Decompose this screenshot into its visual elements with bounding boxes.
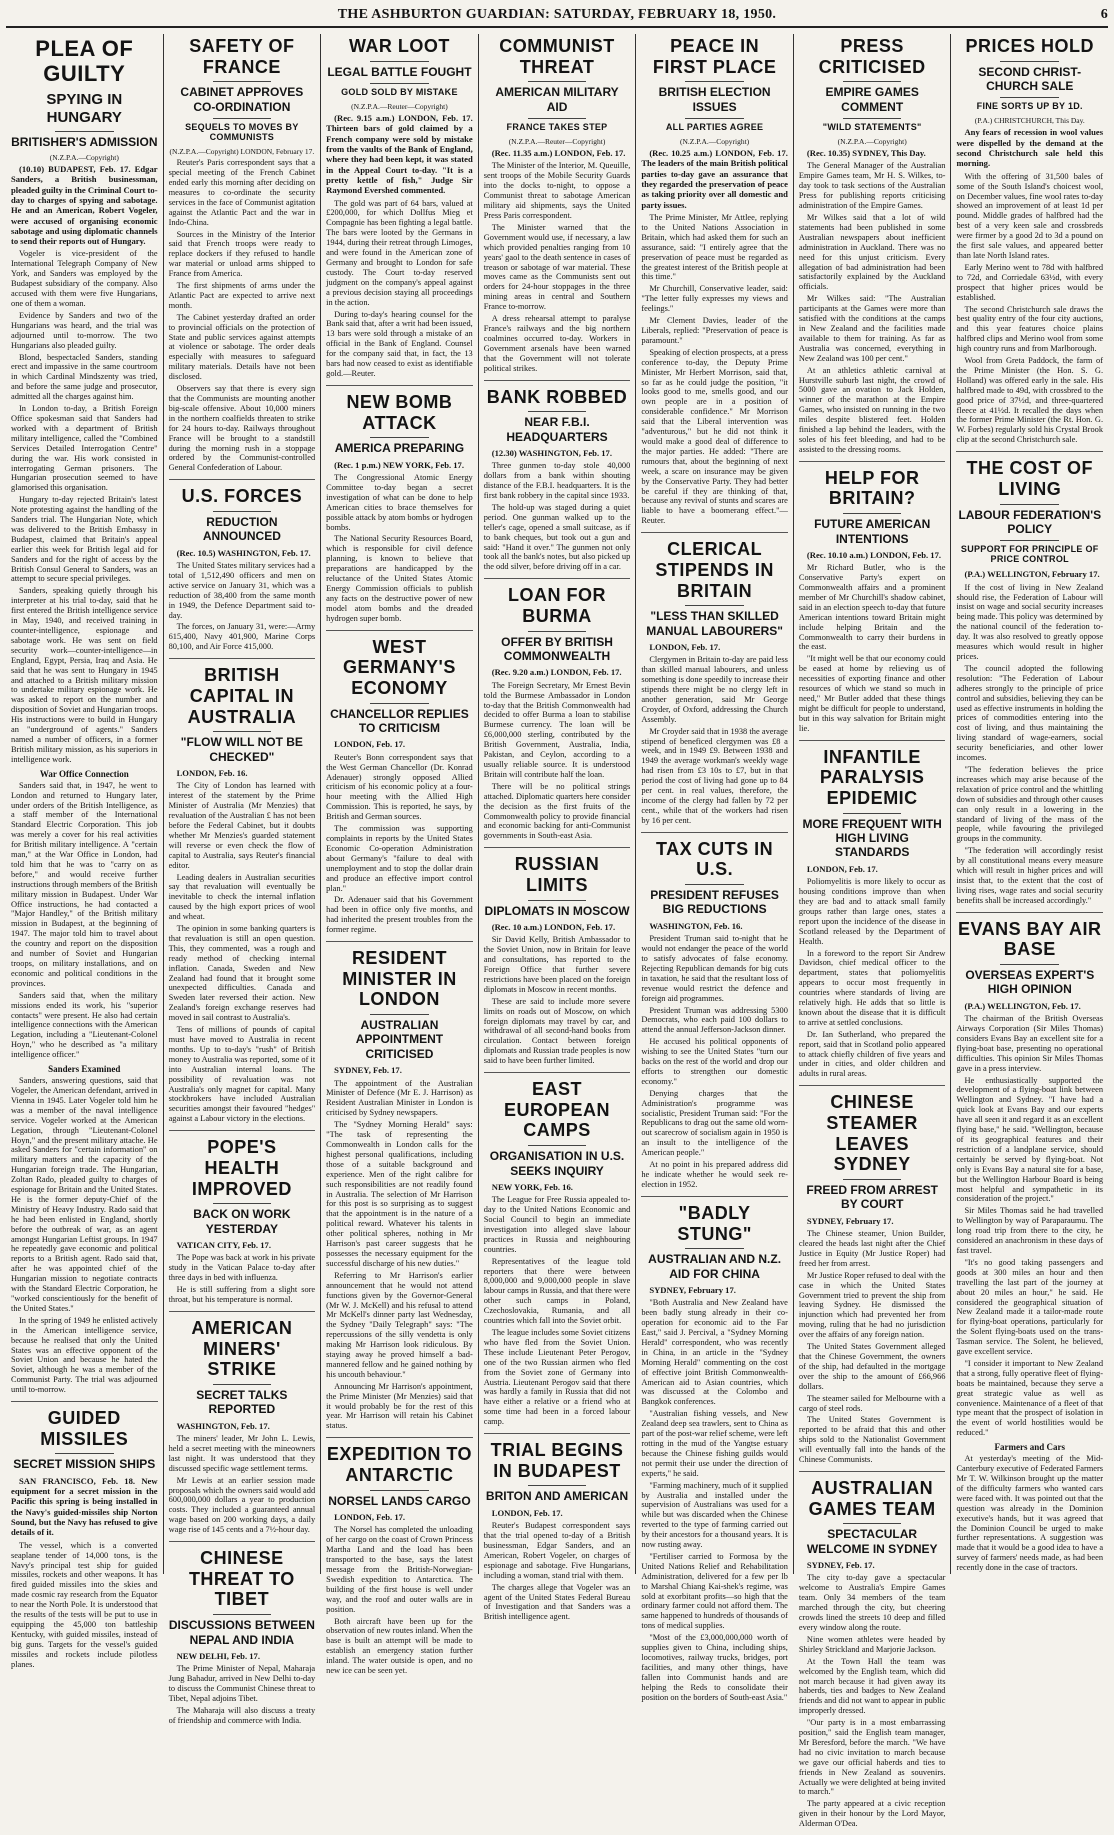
deck: CHANCELLOR REPLIES TO CRITICISM [330,706,469,736]
body-paragraph: The forces, on January 31, were:—Army 615,400, Navy 401,900, Marine Corps 80,100, and Air Force 415,000. [168,622,316,652]
lead-paragraph: SAN FRANCISCO, Feb. 18. New equipment for a secret mission in the Pacific this spring is being installed in the Navy's guided-missiles ship Norton Sound, but the Navy has refused to give details of it. [11,1475,158,1538]
masthead-title: THE ASHBURTON GUARDIAN: SATURDAY, FEBRUARY 18, 1950. [337,7,777,22]
body-paragraph: Sanders said that, in 1947, he went to London and returned to Hungary later, under orders of the British Intelligence, as a staff member of the International Standard Electric Corporation. This job was merely a cover for his real activities for British military intelligence. A "certain man," at the War Office in London, had told him that he was to "carry on as before," and would receive further instructions through members of the British military mission in Budapest. Under War Office instructions, he had contacted a "Major Handley," of the British military mission in Budapest, at the beginning of 1947. The major told him to travel about the country and report on the disposition and number of Soviet and Hungarian troops, on military installations, and on economic and political conditions in the provinces. [11,780,158,988]
article [326,1444,473,1682]
deck: BRITISHER'S ADMISSION [11,134,158,149]
headline: CLERICAL STIPENDS IN BRITAIN [655,539,774,601]
body-paragraph: Mr Justice Roper refused to deal with the case in which the United States Government tried to prevent the ship from leaving Sydney. He dismissed the injunction which had prevented her from moving, ruling that he had no jurisdiction over the affairs of any foreign nation. [798,1270,946,1340]
divider [1000,504,1059,505]
body-paragraph: The Minister of the Interior, M. Queuille, sent troops of the Mobile Security Guards into the docks to-night, to oppose a Communist threat to sabotage American military aid shipments, says the United Press Paris correspondent. [483,161,631,220]
lead-paragraph: LONDON, Feb. 17. [491,1507,563,1518]
body-paragraph: Blond, bespectacled Sanders, standing erect and impassive in the same courtroom in which Cardinal Mindszenty was tried, and before the same judge and prosecutor, admitted all the charges against him. [11,352,158,402]
headline: PEACE IN FIRST PLACE [652,36,777,77]
body-paragraph: President Truman said to-night that he would not endanger the peace of the world to satisfy advocates of false economy. Rejecting Republican demands for big cuts in taxation, he said that the resultant loss of revenue would restrict the defence and foreign aid programmes. [641,934,788,1003]
headline: PRICES HOLD [965,36,1095,56]
headline: WAR LOOT [348,36,450,56]
body-paragraph: The Pope was back at work in his private study in the Vatican Palace to-day after three days in bed with influenza. [168,1253,316,1283]
body-paragraph: Reuter's Paris correspondent says that a special meeting of the French Cabinet ended early this morning after deciding on measures to co-ordinate the security services in the face of Communist agitation against the Atlantic Pact and the war in Indo-China. [168,158,316,227]
deck: REDUCTION ANNOUNCED [202,514,281,544]
deck: "FLOW WILL NOT BE CHECKED" [180,735,303,764]
article [169,1548,316,1732]
body-paragraph: The Cabinet yesterday drafted an order to provincial officials on the protection of State and public services against attempts at violence or sabotage. The order deals especially with measures to safeguard military materials. Details have not been disclosed. [168,312,316,382]
headline: COMMUNIST THREAT [499,36,615,77]
divider [843,1523,902,1524]
headline: AUSTRALIAN GAMES TEAM [808,1477,936,1519]
body-paragraph: At yesterday's meeting of the Mid-Canterbury executive of Federated Farmers Mr T. W. Wilkinson brought up the matter of the difficulty farmers who wanted cars were faced with. It was pointed out that the question was already in the Dominion executive's hands, but it was agreed that the Dominion Council be urged to make further representations. A suggestion was made that it would be a good idea to have a survey of farmers' needs made, as had been recently done in the case of tractors. [956,1454,1104,1573]
body-paragraph: The Congressional Atomic Energy Committee to-day began a secret investigation of what can be done to help American cities to brace themselves for possible attack by atom bombs or hydrogen bombs. [326,472,473,532]
body-paragraph: Mr Wilkes said that a lot of wild statements had been published in some Australian newspapers about inefficient administration in Auckland. There was no need for this unjust criticism. Every allegation of bad administration had been satisfactorily explained by the Auckland officials. [798,213,946,292]
divider [685,884,744,885]
headline: EXPEDITION TO ANTARCTIC [326,1444,473,1485]
article [956,919,1103,1579]
headline: BANK ROBBED [486,386,628,407]
article [641,1203,788,1709]
divider [1000,964,1059,965]
body-paragraph: "Fertiliser carried to Formosa by the United Nations Relief and Rehabilitation Administration, delivered for a few per lb to Marshal Chiang Kai-shek's regime, was sold at exorbitant profits—so high that the ordinary farmer could not afford them. The same happened to hundreds of thousands of tons of medical supplies. [641,1551,788,1631]
dateline-credit: (N.Z.P.A.—Copyright) [837,137,907,147]
deck-secondary: SEQUELS TO MOVES BY COMMUNISTS [185,122,299,143]
body-paragraph: The Minister warned that the Government would use, if necessary, a law which provided penalties ranging from 10 years' gaol to the death sentence in cases of treason or sabotage of war material. These moves came as the Communists sent out orders for 24-hour stoppages in the three mining areas in central and Southern France to-morrow. [483,222,631,312]
headline: TAX CUTS IN U.S. [656,838,774,880]
body-paragraph: The General Manager of the Australian Empire Games team, Mr H. S. Wilkes, to-day took to task sections of the Australian Press for publishing reports criticising administration of the Empire Games. [798,161,946,211]
section-subhead: War Office Connection [39,768,129,779]
lead-paragraph: NEW YORK, Feb. 16. [491,1181,573,1192]
article [956,36,1103,452]
body-paragraph: The Prime Minister of Nepal, Maharaja Jung Bahadur, arrived in New Delhi to-day to discuss the Communist Chinese threat to Tibet, Nepal adjoins Tibet. [168,1664,316,1703]
body-paragraph: He accused his political opponents of wishing to see the United States "turn our backs on the rest of the world and drop our efforts to strengthen our domestic economy." [641,1037,788,1086]
deck: AMERICAN MILITARY AID [495,85,619,114]
deck: BRITISH ELECTION ISSUES [658,85,771,114]
headline: GUIDED MISSILES [40,1408,129,1449]
body-paragraph: Representatives of the league told reporters that there were between 8,000,000 and 9,000,000 people in slave labour camps in Russia, and that there were other such camps in Poland, Czechoslovakia, Rumania, and all countries which fall into the Soviet orbit. [483,1256,631,1326]
body-paragraph: Announcing Mr Harrison's appointment, the Prime Minister (Mr Menzies) said that it would probably be for the rest of this year. Mr Harrison will retain his Cabinet status. [326,1381,473,1431]
lead-paragraph: (Rec. 10.10 a.m.) LONDON, Feb. 17. [806,549,942,560]
body-paragraph: The appointment of the Australian Minister of Defence (Mr E. J. Harrison) as Resident Australian Minister in London is criticised by Sydney newspapers. [326,1078,473,1118]
body-paragraph: Leading dealers in Australian securities say that revaluation will eventually be inevitable to check the internal inflation caused by the high export prices of wool and wheat. [168,872,316,922]
divider [685,605,744,606]
body-paragraph: Reuter's Budapest correspondent says that the trial opened to-day of a British businessman, Edgar Sanders, and an American, Robert Vogeler, on charges of espionage and sabotage. Five Hungarians, including a woman, stand trial with them. [483,1521,631,1580]
dateline-credit: (N.Z.P.A.—Copyright) [680,137,750,147]
body-paragraph: Poliomyelitis is more likely to occur as housing conditions improve than when they are bad and to attack small family groups rather than large ones, states a report upon the incidence of the disease in Scotland released by the Department of Health. [798,877,946,946]
page-number: 6 [1100,7,1108,22]
lead-paragraph: LONDON, Feb. 17. [806,863,878,874]
lead-paragraph: (P.A.) WELLINGTON, February 17. [964,569,1100,580]
deck: LEGAL BATTLE FOUGHT [327,64,472,79]
body-paragraph: Speaking of election prospects, at a press conference to-day, the Deputy Prime Minister, Mr Herbert Morrison, said that, so far as he could judge the position, "it looks good to me, smells good, and our own people are in a position of considerable confidence." Mr Morrison said that the Liberal intervention was "adventurous," but he did not think it would make a good deal of difference to the major parties. He added: "There are rumours that, about the beginning of next week, a scare on insurance may be given by the Conservative Party. They had better be careful if they are thinking of that, because any revival of stunts and scares are liable to have a boomerang effect."—Reuter. [641,347,788,526]
body-paragraph: Vogeler is vice-president of the International Telegraph Company of New York, and Sanders was employed by the Budapest subsidiary of the company. Also accused with them were five Hungarians, one of them a woman. [11,249,158,309]
lead-paragraph: SYDNEY, February 17. [806,1215,894,1226]
body-paragraph: The United States military services had a total of 1,512,490 officers and men on active service on January 31, which was a reduction of 38,400 from the same month in 1949, the Defence Department said to-day. [168,561,316,620]
lead-paragraph: (Rec. 9.15 a.m.) LONDON, Feb. 17. Thirteen bars of gold claimed by a French company were sold by mistake from the vaults of the Bank of England, where they had been kept, it was stated in the Appeal Court to-day. "It is a pretty kettle of fish," Judge Sir Raymond Evershed commented. [326,113,473,196]
column-2 [164,34,322,1725]
deck: OVERSEAS EXPERT'S HIGH OPINION [965,968,1095,997]
divider [370,1014,429,1015]
body-paragraph: If the cost of living in New Zealand should rise, the Federation of Labour will insist on wage and social security increases being made. This policy was determined by the national council of the federation to-day. It was also resolved to greatly oppose measures which would result in higher prices. [956,582,1104,661]
body-paragraph: Mr Lewis at an earlier session made proposals which the owners said would add 600,000,000 dollars a year to production costs. They included a guaranteed annual wage based on 200 working days, a daily wage rise of 145 cents and a 7½-hour day. [168,1475,316,1535]
divider [685,1248,744,1249]
headline: CHINESE THREAT TO TIBET [188,1548,295,1610]
lead-paragraph: VATICAN CITY, Feb. 17. [176,1240,271,1250]
body-paragraph: The Prime Minister, Mr Attlee, replying to the United Nations Association in Britain, which had asked them for such an assurance, said: "I entirely agree that the preservation of peace must be regarded as the greatest interest of the British people at this time." [641,213,788,282]
body-paragraph: A dress rehearsal attempt to paralyse France's railways and the big northern coalmines occurred to-day. Workers in Government arsenals have been warned that the Government will not tolerate political strikes. [483,314,631,373]
article [484,1079,631,1434]
divider [1000,540,1059,541]
body-paragraph: The chairman of the British Overseas Airways Corporation (Sir Miles Thomas) considers Evans Bay an excellent site for a flying-boat base, presenting no operational difficulties. This opinion Sir Miles Thomas gave in a press interview. [956,1014,1104,1073]
deck: NORSEL LANDS CARGO [328,1493,471,1508]
deck: CABINET APPROVES CO-ORDINATION [180,85,304,114]
body-paragraph: Dr. Adenauer said that his Government had been in office only five months, and had inherited the present troubles from the former regime. [326,895,473,935]
headline: POPE'S HEALTH IMPROVED [191,1137,292,1199]
article [326,637,473,942]
headline: INFANTILE PARALYSIS EPIDEMIC [819,746,925,808]
lead-paragraph: (P.A.) WELLINGTON, Feb. 17. [964,1000,1081,1011]
body-paragraph: Nine women athletes were headed by Shirley Strickland and Marjorie Jackson. [798,1634,946,1654]
body-paragraph: Early Merino went to 78d with halfbred to 72d, and Corriedale 63½d, with every prospect that higher prices would be established. [956,262,1104,302]
body-paragraph: Both aircraft have been up for the observation of new routes inland. When the base is built an attempt will be made to establish an emergency station further inland. The water outside is open, and no new ice can be seen yet. [326,1616,473,1676]
body-paragraph: "The federation believes the price increases which may arise because of the relaxation of price control and the whittling down of subsidies and through other causes can only result in a lowering in the standard of living of the mass of the people, while favouring the privileged groups in the community. [956,764,1104,844]
body-paragraph: Hungary to-day rejected Britain's latest Note protesting against the handling of the Sanders trial. The Hungarian Note, which was delivered to the British Embassy in Budapest, claimed that Britain's appeal earlier this week for British legal aid for Sanders and for the right of access by the British Consul General to Sanders, was an attempt to secure special privileges. [11,495,158,584]
headline: EAST EUROPEAN CAMPS [504,1079,611,1141]
body-paragraph: In London to-day, a British Foreign Office spokesman said that Sanders had worked with a department of British military intelligence, called the "Combined Services Detailed Interrogation Centre" during the war. His work consisted in interrogating German prisoners. The Hungarian prosecution seemed to have glamorised this organisation. [11,404,158,493]
lead-paragraph: (Rec. 9.20 a.m.) LONDON, Feb. 17. [491,667,622,678]
body-paragraph: Clergymen in Britain to-day are paid less than skilled manual labourers, and unless something is done speedily to increase their stipends there might be no clergy left in another generation, said Mr George Croyder, of Oxford, addressing the Church Assembly. [641,655,788,724]
body-paragraph: The steamer sailed for Melbourne with a cargo of steel rods. [798,1393,946,1413]
body-paragraph: At the Town Hall the team was welcomed by the English team, which did not march because it had given away its haberds, ties and badges to New Zealand friends and did not want to appear in public improperly dressed. [798,1656,946,1716]
article [11,1408,158,1675]
divider [528,1485,587,1486]
deck: SECOND CHRIST-CHURCH SALE [978,64,1082,94]
dateline-credit: (N.Z.P.A.—Copyright) LONDON, February 17. [169,147,315,157]
divider [213,1614,272,1615]
divider [528,411,587,412]
section-subhead: Farmers and Cars [994,1442,1065,1453]
body-paragraph: "Australian fishing vessels, and New Zealand deep sea trawlers, sent to China as part of the post-war relief scheme, were left rotting in the mud of the Yangtse estuary because the Chinese fishing guilds would not permit their use under the direction of experts," he said. [641,1409,788,1478]
headline: SAFETY OF FRANCE [189,36,295,77]
lead-paragraph: (12.30) WASHINGTON, Feb. 17. [491,447,612,458]
deck-secondary: "WILD STATEMENTS" [822,122,922,133]
body-paragraph: The first shipments of arms under the Atlantic Pact are expected to arrive next month. [168,281,316,310]
body-paragraph: Sanders, speaking quietly through his interpreter at his trial to-day, said that he first entered the British intelligence service in May, 1940, and received training in counter-intelligence, espionage and sabotage work. He was sent on field security work—counter-intelligence—in England, Egypt, Persia, Iraq and Asia. He said that he was sent to Hungary in 1945 and attached to a British military mission to undertake military espionage work. He was asked to report on the number and disposition of Soviet and Hungarian troops. His instructions were to build in Hungary an "underground of agents." Sanders named a number of officers, in a former British military mission, as his superiors in intelligence work. [11,586,158,764]
body-paragraph: Sir David Kelly, British Ambassador to the Soviet Union, now in Britain for leave and consultations, has reported to the Foreign Office that further severe restrictions have been placed on the foreign diplomats in Moscow in recent months. [483,935,631,994]
column-1 [6,34,164,1669]
article [484,36,631,381]
article [484,1440,631,1628]
divider [685,118,744,119]
deck: EMPIRE GAMES COMMENT [825,85,919,114]
body-paragraph: "The federation will accordingly resist by all constitutional means every measure which will result in higher prices and will insist that, to the extent that the cost of living rises, wage rates and social security benefits shall be increased accordingly." [956,846,1104,905]
deck-secondary: FINE SORTS UP BY 1D. [976,101,1083,112]
lead-paragraph: WASHINGTON, Feb. 17. [176,1420,270,1431]
subheadline: SPYING IN HUNGARY [46,90,123,126]
body-paragraph: The City of London has learned with interest of the statement by the Prime Minister of Australia (Mr Menzies) that revaluation of the Australian £ has not been before the Federal Cabinet, but it doubts whether Mr Menzies's guarded statement will reverse or even check the flow of capital to Australia, says Reuter's financial editor. [168,781,316,870]
deck: AUSTRALIAN APPOINTMENT CRITICISED [355,1018,444,1061]
body-paragraph: Mr Clement Davies, leader of the Liberals, replied: "Preservation of peace is paramount." [641,316,788,345]
body-paragraph: The gold was part of 64 bars, valued at £200,000, for which Dollfus Mieg et Compagnie has been fighting a legal battle. The bars were looted by the Germans in 1944, during their retreat through Limoges, and were found in the American zone of Germany and brought to London for safe custody. The Court to-day reserved judgment on the company's appeal against a previous decision staying all proceedings in the action. [326,198,473,307]
divider [55,1453,114,1454]
article [169,486,316,659]
dateline-credit: (N.Z.P.A.—Reuter—Copyright) [351,102,448,112]
body-paragraph: "Most of the £3,000,000,000 worth of supplies given to China, including ships, locomotives, railway trucks, bridges, port facilities, and many other things, have fallen into Communist hands and are helping the Reds to consolidate their position on the borders of South-east Asia." [641,1633,788,1702]
headline: CHINESE STEAMER LEAVES SYDNEY [826,1092,918,1175]
headline: PLEA OF GUILTY [35,36,134,87]
deck: FUTURE AMERICAN INTENTIONS [814,517,931,546]
headline: RESIDENT MINISTER IN LONDON [342,948,457,1010]
article [641,539,788,833]
article [799,36,946,462]
lead-paragraph: (Rec. 10 a.m.) LONDON, Feb. 17. [491,921,616,932]
lead-paragraph: (Rec. 1 p.m.) NEW YORK, Feb. 17. [334,459,465,470]
divider [213,731,272,732]
deck: BRITON AND AMERICAN [485,1489,629,1504]
divider [213,1203,272,1204]
body-paragraph: Observers say that there is every sign that the Communists are mounting another big-scale offensive. About 10,000 miners in the northern coalfields threaten to strike for 24 hours to-day. Railways throughout France will be brought to a standstill during the morning rush in a stoppage ordered by the Communist-controlled General Confederation of Labour. [168,384,316,473]
section-subhead: Sanders Examined [48,1064,121,1075]
divider [370,83,429,84]
divider [213,118,272,119]
body-paragraph: Referring to Mr Harrison's earlier announcement that he would not attend functions given by the Governor-General (Mr W. J. McKell) and his refusal to attend Mr McKell's dinner party last Wednesday, the Sydney "Daily Telegraph" says: "The repercussions of the silly vendetta is only making Mr Harrison look ridiculous. By staying away he proved himself a bad-mannered fellow and he gained nothing by his uncouth behaviour." [326,1270,473,1379]
deck-secondary: SUPPORT FOR PRINCIPLE OF PRICE CONTROL [960,544,1099,565]
column-3 [321,34,479,1676]
body-paragraph: He is still suffering from a slight sore throat, but his temperature is normal. [168,1285,316,1304]
body-paragraph: Sanders said that, when the military missions ended its work, his "superior contacts" were present. He also had certain intelligence connections with the American Legation, including a "Lieutenant-Colonel Hoyn," who he described as "a military intelligence officer." [11,990,158,1060]
body-paragraph: These are said to include more severe limits on roads out of Moscow, on which foreign diplomats may travel by car, and withdrawal of all second-hand books from circulation. Contact between foreign diplomats and Russian trade peoples is now said to have been further limited. [483,996,631,1066]
body-paragraph: Mr Croyder said that in 1938 the average stipend of beneficed clergymen was £8 a week, and in 1949 £9. Between 1938 and 1949 the average workman's weekly wage had risen from £3 10s to £7, but in that period the cost of living had gone up to 84 per cent. in real values, therefore, the income of the clergy had fallen by 72 per cent., while that of the workers had risen by 16 per cent. [641,726,788,825]
article [799,468,946,741]
divider [213,1384,272,1385]
dateline-credit: (P.A.) CHRISTCHURCH, This Day. [974,116,1085,126]
divider [843,81,902,82]
headline: HELP FOR BRITAIN? [824,467,920,509]
body-paragraph: The vessel, which is a converted seaplane tender of 14,000 tons, is the Navy's principal test ship for guided missiles, rockets and other weapons. It has fired guided missiles into the skies and made cosmic ray research from the Equator to near the North Pole. It is understood that the results of the tests will be put to use in equipping the 45,000 ton battleship Kentucky, with guided missiles, instead of big guns. Targets for the vessel's guided missiles and rockets include pilotless planes. [11,1540,158,1669]
body-paragraph: At no point in his prepared address did he indicate whether he would seek re-election in 1952. [641,1160,788,1189]
body-paragraph: The city to-day gave a spectacular welcome to Australia's Empire Games team. Only 34 members of the team marched through the city, but cheering crowds lined the streets 10 deep and filled every window along the route. [798,1573,946,1632]
lead-paragraph: WASHINGTON, Feb. 16. [649,920,743,931]
body-paragraph: Reuter's Bonn correspondent says that the West German Chancellor (Dr. Konrad Adenauer) strongly opposed Allied criticism of his economic policy at a four-hour meeting with the Allied High Commission. This is reported, he says, by British and German sources. [326,752,473,822]
headline: LOAN FOR BURMA [508,585,607,626]
deck: AUSTRALIAN AND N.Z. AID FOR CHINA [648,1252,782,1281]
article [169,1137,316,1312]
body-paragraph: He enthusiastically supported the development of a flying-boat link between Wellington and Sydney. "I have had a quick look at Evans Bay and our experts have all seen it and regard it as an excellent flying base," he said. "Wellington, because of its geographical features and their restriction of a landplane service, should certainly be served by flying-boat. Not only is Evans Bay a natural site for a base, but the Wellington Harbour Board is being most helpful and sympathetic in its consideration of the project." [956,1075,1104,1204]
body-paragraph: The second Christchurch sale draws the best quality entry of the four city auctions, and this year features choice plains halfbred clips and Merino wool from some high country runs and from Marlborough. [956,304,1104,354]
headline: NEW BOMB ATTACK [346,391,453,433]
headline: TRIAL BEGINS IN BUDAPEST [490,1440,624,1481]
body-paragraph: Sources in the Ministry of the Interior said that French troops were ready to replace dockers if they refused to handle war material or unload arms shipped to France from America. [168,229,316,279]
article [799,1092,946,1472]
body-paragraph: Mr Wilkes said: "The Australian participants at the Games were more than satisfied with the conditions at the camps in New Zealand and the facilities made available to them for training. As far as Australia was concerned, everything in New Zealand was 100 per cent." [798,294,946,363]
headline: BRITISH CAPITAL IN AUSTRALIA [187,665,297,727]
lead-paragraph: (Rec. 10.25 a.m.) LONDON, Feb. 17. The leaders of the main British political parties to-day gave an assurance that they regarded the preservation of peace as taking priority over all domestic and party issues. [641,148,788,210]
body-paragraph: Sir Miles Thomas said he had travelled to Wellington by way of Paraparaumu. The long road trip from there to the city, he considered an anachronism in these days of fast travel. [956,1206,1104,1255]
divider [370,437,429,438]
divider [1000,97,1059,98]
column-7 [951,34,1108,1574]
article [484,854,631,1073]
divider [370,61,429,62]
deck: ORGANISATION IN U.S. SEEKS INQUIRY [489,1149,625,1178]
deck: SECRET MISSION SHIPS [13,1457,156,1472]
body-paragraph: "It's no good taking passengers and goods at 300 miles an hour and then travelling the last part of the journey at about 20 miles an hour," he said. He considered the geographical situation of New Zealand made it a tailor-made route for flying-boat operations, particularly for the Solent flying-boats used on the trans-Tasman service. The Solent, he believed, gave excellent service. [956,1257,1104,1357]
headline: "BADLY STUNG" [677,1202,752,1244]
article [169,36,316,480]
divider [370,703,429,704]
body-paragraph: There will be no political strings attached. Diplomatic quarters here consider the decision as the first fruits of the Commonwealth policy to provide financial and economic backing for anti-Communist governments in South-east Asia. [483,781,631,841]
column-5 [636,34,794,1702]
deck-secondary: ALL PARTIES AGREE [665,122,764,133]
headline: AMERICAN MINERS' STRIKE [191,1317,293,1380]
deck: FREED FROM ARREST BY COURT [806,1183,938,1212]
body-paragraph: The Norsel has completed the unloading of her cargo on the coast of Crown Princess Martha Land and the load has been transported to the base, says the latest message from the British-Norwegian-Swedish expedition to Antarctica. The building of the first house is well under way, and the roof and outer walls are in position. [326,1525,473,1614]
divider [528,81,587,82]
body-paragraph: Mr Churchill, Conservative leader, said: "The letter fully expresses my views and feelings." [641,284,788,314]
body-paragraph: Evidence by Sanders and two of the Hungarians was heard, and the trial was adjourned until to-morrow. The two Hungarians also pleaded guilty. [11,310,158,350]
lead-paragraph: Any fears of recession in wool values were dispelled by the demand at the second Christchurch sale held this morning. [956,127,1104,169]
body-paragraph: The charges allege that Vogeler was an agent of the United States Federal Bureau of Investigation and that Sanders was a British intelligence agent. [483,1582,631,1622]
body-paragraph: President Truman was addressing 5300 Democrats, who each paid 100 dollars to attend the annual Jefferson-Jackson dinner. [641,1005,788,1035]
body-paragraph: Sanders, answering questions, said that Vogeler, the American defendant, arrived in Vienna in 1945. Later Vogeler told him he was a member of the naval intelligence service. Vogeler worked at the American Legation, through "Lieutenant-Colonel Hoyn," and the present military attache. He asked Sanders for "certain information" on military matters and the capacity of the Hungarian foreign trade. The Hungarian, Zoltan Rado, pleaded guilty to charges of espionage for Britain and the United States. He is the former deputy-Chief of the Ministry of Heavy Industry. Rado said that he had been enlisted in England, shortly before the outbreak of war, as an agent amongst Hungarian Leftist groups. In 1947 he repeatedly gave economic and political reports to a British agent. Rado said that, after he was appointed chief of the Hungarian mission to negotiate contracts with the Standard Electric Corporation, he "worked conscientiously for the benefit of the United States." [11,1076,158,1313]
divider [213,511,272,512]
article [484,585,631,848]
body-paragraph: The league includes some Soviet citizens who have fled from the Soviet Union. These include Lieutenant Peter Perogov, one of the two Russian airmen who fled from the Soviet zone of Germany into Austria. Lieutenant Perogov said that there was hardly a family in Russia that did not have either a relative or a friend who at some time had been in a forced labour camp. [483,1328,631,1427]
article [799,747,946,1087]
lead-paragraph: LONDON, Feb. 16. [176,768,248,779]
article [11,36,158,1402]
body-paragraph: In a foreword to the report Sir Andrew Davidson, chief medical officer to the department, states that poliomyelitis appears to occur most frequently in countries where standards of living are relatively high. He adds that so little is known about the disease that it is difficult to arrive at settled conclusions. [798,948,946,1027]
column-6 [794,34,952,1829]
body-paragraph: Three gunmen to-day stole 40,000 dollars from a bank within shouting distance of the F.B.I. headquarters. It is the first bank robbery in the capital since 1933. [483,461,631,500]
body-paragraph: The National Security Resources Board, which is responsible for civil defence planning, is known to believe that preparations are handicapped by the reluctance of the United States Atomic Energy Commission officials to publish any facts on the destructive power of new model atom bombs and the dreaded hydrogen super bomb. [326,534,473,623]
body-paragraph: The "Sydney Morning Herald" says: "The task of representing the Commonwealth in London calls for the highest personal qualifications, including those of a suitable background and experience. Men of the right calibre for such responsibilities are not readily found in Australia. The selection of Mr Harrison for this post is so surprising as to suggest that the appointment is in the nature of a political reward. Whatever his talents in other political spheres, nothing in Mr Harrison's past career suggests that he possesses the necessary equipment for the successful discharge of his new duties." [326,1120,473,1268]
lead-paragraph: (Rec. 11.35 a.m.) LONDON, Feb. 17. [491,148,626,159]
deck-secondary: FRANCE TAKES STEP [506,122,608,133]
divider [528,1145,587,1146]
body-paragraph: "It might well be that our economy could be eased at home by relieving us of necessities of exporting finance and other resources of which we stand so much in need," Mr Butler added that these things might be difficult for people to understand, but in this way salvation for Britain might lie. [798,654,946,733]
lead-paragraph: SYDNEY, Feb. 17. [806,1560,875,1571]
deck: DIPLOMATS IN MOSCOW [484,903,630,918]
article [169,665,316,1131]
body-paragraph: "Farming machinery, much of it supplied by Australia and installed under the supervision of Australians was used for a while but was discarded when the Chinese reverted to the type of farming carried out by their ancestors for a thousand years. It is now rusting away. [641,1480,788,1550]
headline: THE COST OF LIVING [966,458,1093,499]
body-paragraph: The party appeared at a civic reception given in their honour by the Lord Mayor, Alderman O'Dea. [798,1799,946,1829]
deck: PRESIDENT REFUSES BIG REDUCTIONS [650,888,779,917]
body-paragraph: The League for Free Russia appealed to-day to the United Nations Economic and Social Council to begin an immediate investigation into alleged slave labour practices in Russia and neighbouring countries. [483,1195,631,1254]
body-paragraph: Dr. Ian Sutherland, who prepared the report, said that in Scotland polio appeared to attack chiefly children of five years and under in cities, and older children and adults in rural areas. [798,1029,946,1079]
headline: U.S. FORCES [181,486,303,507]
article [641,36,788,533]
lead-paragraph: SYDNEY, February 17. [649,1284,736,1295]
article [641,839,788,1197]
dateline-credit: (N.Z.P.A.—Reuter—Copyright) [508,137,606,147]
deck: OFFER BY BRITISH COMMONWEALTH [501,634,613,664]
deck: SECRET TALKS REPORTED [196,1387,288,1417]
headline: PRESS CRITICISED [818,36,926,77]
body-paragraph: During to-day's hearing counsel for the Bank said that, after a writ had been issued, 13 bars were sold through a mistake of an official in the Bank of England. Counsel for the company said that, in fact, the 13 bars had now ceased to exist as identifiable gold.—Reuter. [326,309,473,378]
deck: MORE FREQUENT WITH HIGH LIVING STANDARDS [802,816,942,860]
article [169,1318,316,1542]
headline: WEST GERMANY'S ECONOMY [343,636,456,698]
lead-paragraph: LONDON, Feb. 17. [334,1512,406,1523]
body-paragraph: The Maharaja will also discuss a treaty of friendship and commerce with India. [168,1705,316,1725]
article [484,387,631,580]
article [326,948,473,1438]
divider [528,118,587,119]
body-paragraph: The United States Government is reported to be afraid that this and other ships sold to the Nationalist Government will eventually fall into the hands of the Chinese Communists. [798,1415,946,1465]
body-paragraph: Wool from Greta Paddock, the farm of the Prime Minister (the Hon. S. G. Holland) was offered early in the sale. His halfbred made to 49d, with crossbred to the good price of 37½d, and three-quartered fleece at 41½d. It recalled the days when the former Prime Minister (the Rt. Hon. G. W. Forbes) regularly sold his Crystal Brook clip at the second Christchurch sale. [956,356,1104,445]
lead-paragraph: (Rec. 10.5) WASHINGTON, Feb. 17. [176,547,311,558]
divider [55,131,114,132]
masthead [6,4,1108,28]
body-paragraph: "Both Australia and New Zealand have been badly stung already in their co-operation for economic aid to the Far East," said J. Percival, a "Sydney Morning Herald" correspondent, who was recently in China, in an article in the "Sydney Morning Herald" commenting on the cost of effective joint British Commonwealth-American aid to Asian countries, which was discussed at the Colombo and Bangkok conferences. [641,1298,788,1407]
lead-paragraph: LONDON, Feb. 17. [334,739,406,750]
body-paragraph: "I consider it important to New Zealand that a strong, fully operative fleet of flying-boats be maintained, because they serve a great strategic value as well as convenience. Maintenance of a fleet of that type meant that the prospect of isolation in the event of world hostilities would be reduced." [956,1358,1104,1438]
article [956,458,1103,912]
divider [685,81,744,82]
lead-paragraph: SYDNEY, Feb. 17. [334,1065,402,1076]
divider [370,1490,429,1491]
body-paragraph: Mr Richard Butler, who is the Conservative Party's expert on Commonwealth affairs and a prominent member of Mr Churchill's shadow cabinet, said in an election speech to-day that future American intentions toward Britain might include helping Britain and the Commonwealth to carry their burdens in the east. [798,563,946,652]
headline: RUSSIAN LIMITS [514,854,600,895]
divider [843,118,902,119]
body-paragraph: The Chinese steamer, Union Builder, cleared the heads last night after the Chief Justice in Equity (Mr Justice Roper) had freed her from arrest. [798,1229,946,1268]
lead-paragraph: NEW DELHI, Feb. 17. [176,1650,260,1661]
body-paragraph: The council adopted the following resolution: "The Federation of Labour adheres strongly to the principle of price control and subsidies, believing they can be used as effective instruments in holding the prices of commodities entering into the cost of living, and thus maintaining the living standard of wage-earners, social security beneficiaries, and other lower incomes. [956,663,1104,763]
lead-paragraph: LONDON, Feb. 17. [649,641,721,652]
column-4 [479,34,637,1622]
divider [843,513,902,514]
dateline-credit: (N.Z.P.A.—Copyright) [49,152,119,162]
column-grid [6,34,1108,1829]
divider [213,81,272,82]
body-paragraph: In the spring of 1949 he enlisted actively in the American intelligence service, because he realised that only the United States was an effective opponent of the Soviet Union and because he hated the Soviet, although he was a member of the Communist Party. The trial was adjourned until to-morrow. [11,1315,158,1395]
divider [843,813,902,814]
body-paragraph: The United States Government alleged that the Chinese Government, the owners of the ship, had defaulted in the mortgage over the ship to the amount of £66,966 dollars. [798,1342,946,1391]
divider [528,631,587,632]
deck: AMERICA PREPARING [334,441,465,456]
body-paragraph: "Our party is in a most embarrassing position," said the English team manager, Mr Beresford, before the march. "We have had no civic invitation to march because we gave our official haberds and ties to friends in New Zealand as souvenirs. Actually we were delighted at being invited to march." [798,1718,946,1797]
body-paragraph: The commission was supporting complaints in reports by the United States Economic Co-operation Administration about Germany's "failure to deal with unemployment and to stop the dollar drain and produce an effective import control plan." [326,824,473,893]
deck: SPECTACULAR WELCOME IN SYDNEY [806,1527,938,1556]
body-paragraph: The opinion in some banking quarters is that revaluation is still an open question. This, they commented, was a rough and ready method of checking internal inflation. Canada, Sweden and New Zealand had found that it brought some unexpected difficulties. Canada and Sweden later reversed their action. New Zealand's foreign exchange reserves had moved in sail contrast to Australia's. [168,924,316,1023]
deck: DISCUSSIONS BETWEEN NEPAL AND INDIA [168,1618,315,1647]
body-paragraph: The hold-up was staged during a quiet period. One gunman walked up to the teller's cage, opened a small suitcase, as if to bank cheques, but took out a gun and said: "Hand it over." The gunmen not only took all the bank's notes, but also picked up the odd silver, before driving off in a car. [483,502,631,572]
deck-secondary: GOLD SOLD BY MISTAKE [341,87,458,98]
divider [843,1179,902,1180]
article [799,1478,946,1835]
divider [1000,61,1059,62]
headline: EVANS BAY AIR BASE [957,918,1102,960]
deck: BACK ON WORK YESTERDAY [193,1207,291,1236]
body-paragraph: The miners' leader, Mr John L. Lewis, held a secret meeting with the mineowners last night. It was understood that they discussed specific wage settlement terms. [168,1434,316,1473]
lead-paragraph: (Rec. 10.35) SYDNEY, This Day. [806,148,926,159]
article [326,36,473,386]
body-paragraph: Tens of millions of pounds of capital must have moved to Australia in recent months. Up to to-day's "rush" of British money to Australia was reported, some of it into Australian internal loans. The possibility of revaluation was not Australia's only magnet for capital. Many stockbrokers have included Australian securities amongst their favoured "hedges" against a Labour victory in the elections. [168,1025,316,1124]
deck: "LESS THAN SKILLED MANUAL LABOURERS" [646,609,783,638]
body-paragraph: At an athletics athletic carnival at Hurstville suburb last night, the crowd of 5000 gave an ovation to Jack Holden, winner of the marathon at the Empire Games, who insisted on running in the two miles despite blistered feet. Holden finished a lap behind the leaders, with the soles of his feet bleeding, and had to be assisted to the dressing rooms. [798,365,946,454]
deck: LABOUR FEDERATION'S POLICY [958,507,1102,536]
body-paragraph: Denying charges that the Administration's programme was socialistic, President Truman said: "For the Republicans to drag out the same old worn-out scarecrow of socialism again in 1950 is an insult to the intelligence of the American people." [641,1088,788,1158]
article [326,392,473,631]
divider [528,900,587,901]
body-paragraph: With the offering of 31,500 bales of some of the South Island's choicest wool, on December values, fine wool rates to-day showed an improvement of at least 1d per pound. Middle grades of halfbred had the best of a very keen sale and crossbreds were firmer by a good 2d to 3d a pound on the first sale values, and appeared better than late North Island rates. [956,171,1104,260]
deck: NEAR F.B.I. HEADQUARTERS [506,415,608,444]
body-paragraph: The Foreign Secretary, Mr Ernest Bevin told the Burmese Ambassador in London to-day that the British Commonwealth had decided to offer Burma a loan to stabilise Burmese currency. The loan will be £6,000,000 sterling, contributed by the British Government, Australia, India, Pakistan, and Ceylon, according to a usually reliable source. It is understood Britain will contribute half the loan. [483,680,631,779]
lead-paragraph: (10.10) BUDAPEST, Feb. 17. Edgar Sanders, a British businessman, pleaded guilty in the Criminal Court to-day to charges of spying and sabotage. He and an American, Robert Vogeler, were accused of organising economic sabotage and using diplomatic channels to send their reports out of Hungary. [11,163,158,247]
